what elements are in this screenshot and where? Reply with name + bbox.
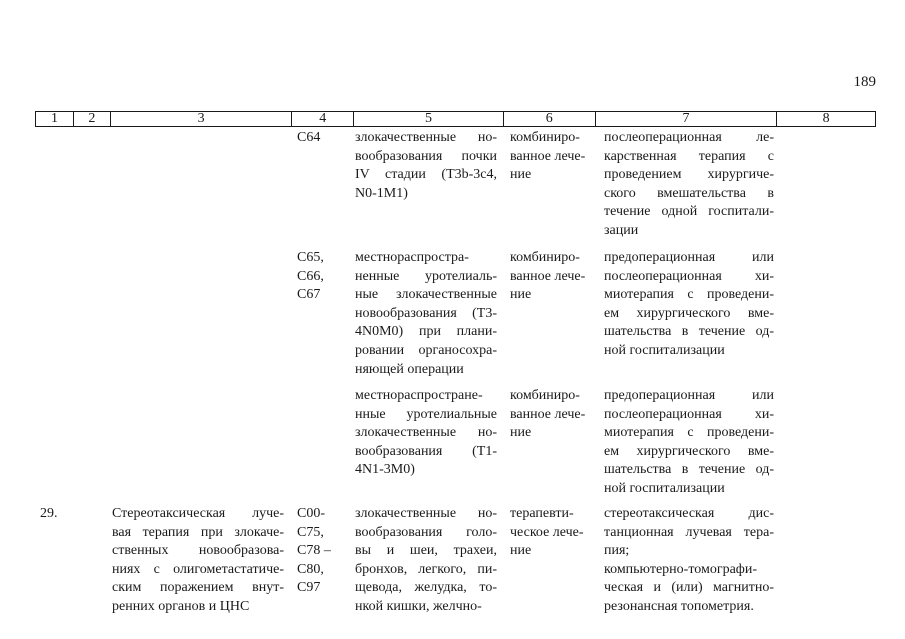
cell-line: ственных новообразова- — [112, 543, 284, 559]
cell-line: ной госпитализации — [604, 480, 725, 496]
cell-method — [604, 249, 774, 361]
cell-method — [604, 387, 774, 499]
cell-treatment — [510, 249, 594, 305]
cell-line: N0-1M1) — [355, 185, 408, 201]
cell-line: предоперационная или — [604, 250, 774, 265]
cell-codes — [297, 505, 347, 598]
cell-line: новообразования (T3- — [355, 305, 497, 321]
cell-line: ем хирургического вме- — [604, 443, 774, 459]
cell-codes — [297, 249, 347, 305]
column-header-6: 6 — [504, 112, 596, 126]
cell-line: течение одной госпитали- — [604, 204, 774, 220]
column-header-5: 5 — [354, 112, 504, 126]
cell-line: щевода, желудка, то- — [355, 580, 497, 596]
cell-method — [604, 129, 774, 241]
cell-codes — [297, 129, 347, 148]
cell-line: ским поражением внут- — [112, 580, 284, 596]
column-header-3: 3 — [111, 112, 293, 126]
cell-line: шательства в течение од- — [604, 462, 774, 478]
cell-line: проведением хирургиче- — [604, 167, 774, 183]
column-header-8: 8 — [822, 111, 830, 126]
cell-line: ческое лече- — [510, 524, 584, 540]
cell-model — [355, 505, 497, 617]
cell-line: пия; — [604, 543, 630, 559]
cell-line: ние — [510, 167, 532, 183]
cell-line: миотерапия с проведени- — [604, 425, 774, 441]
cell-line: злокачественные но- — [355, 425, 497, 441]
cell-line: ренних органов и ЦНС — [112, 598, 250, 614]
cell-line: C00- — [297, 506, 325, 521]
cell-line: ние — [510, 543, 532, 559]
cell-line: зации — [604, 222, 639, 238]
cell-model — [355, 129, 497, 203]
cell-treatment — [510, 129, 594, 185]
cell-line: нкой кишки, желчно- — [355, 598, 482, 614]
cell-line: 4N1-3M0) — [355, 462, 415, 478]
column-header-4: 4 — [292, 112, 354, 126]
cell-line: вообразования почки — [355, 148, 497, 164]
cell-model — [355, 387, 497, 480]
cell-line: комбиниро- — [510, 388, 580, 403]
column-header-2: 2 — [74, 112, 111, 126]
cell-line: нные уротелиальные — [355, 406, 497, 422]
cell-line: C67 — [297, 287, 321, 303]
cell-line: IV стадии (T3b-3c4, — [355, 167, 497, 183]
cell-line: вообразования (T1- — [355, 443, 497, 459]
cell-line: миотерапия с проведени- — [604, 287, 774, 303]
cell-line: C80, — [297, 561, 324, 577]
cell-line: ванное лече- — [510, 268, 586, 284]
cell-line: C65, — [297, 250, 324, 265]
cell-line: ровании органосохра- — [355, 342, 497, 358]
cell-line: комбиниро- — [510, 130, 580, 145]
cell-line: ние — [510, 287, 532, 303]
cell-line: ненные уротелиаль- — [355, 268, 497, 284]
cell-line: послеоперационная ле- — [604, 130, 774, 145]
page-number: 189 — [853, 74, 876, 90]
cell-line: вая терапия при злокаче- — [112, 524, 284, 540]
cell-line: комбиниро- — [510, 250, 580, 265]
cell-model — [355, 249, 497, 379]
cell-line: послеоперационная хи- — [604, 268, 774, 284]
cell-line: компьютерно-томографи- — [604, 561, 758, 577]
cell-method — [604, 505, 774, 617]
cell-line: няющей операции — [355, 361, 464, 377]
cell-line: C64 — [297, 130, 321, 145]
cell-line: 29. — [40, 506, 58, 521]
cell-line: ческая и (или) магнитно- — [604, 580, 774, 596]
cell-line: резонансная топометрия. — [604, 598, 754, 614]
cell-line: вообразования голо- — [355, 524, 497, 540]
cell-line: ского вмешательства в — [604, 185, 774, 201]
cell-line: ниях с олигометастатиче- — [112, 561, 284, 577]
cell-line: бронхов, легкого, пи- — [355, 561, 497, 577]
cell-line: послеоперационная хи- — [604, 406, 774, 422]
cell-line: местнораспростране- — [355, 388, 483, 403]
cell-line: вы и шеи, трахеи, — [355, 543, 497, 559]
cell-line: предоперационная или — [604, 388, 774, 403]
cell-line: C66, — [297, 268, 324, 284]
cell-line: злокачественные но- — [355, 130, 497, 145]
cell-line: злокачественные но- — [355, 506, 497, 521]
cell-num — [40, 505, 70, 524]
cell-line: местнораспростра- — [355, 250, 469, 265]
cell-treatment — [510, 505, 594, 561]
cell-line: ем хирургического вме- — [604, 305, 774, 321]
cell-line: ние — [510, 425, 532, 441]
cell-line: терапевти- — [510, 506, 574, 521]
cell-line: C75, — [297, 524, 324, 540]
cell-line: карственная терапия с — [604, 148, 774, 164]
cell-line: ной госпитализации — [604, 342, 725, 358]
cell-line: Стереотаксическая луче- — [112, 506, 284, 521]
cell-line: C97 — [297, 580, 321, 596]
cell-line: стереотаксическая дис- — [604, 506, 774, 521]
cell-line: ванное лече- — [510, 148, 586, 164]
cell-line: 4N0M0) при плани- — [355, 324, 497, 340]
table-header-row — [35, 111, 876, 127]
cell-treatment — [510, 387, 594, 443]
cell-name — [112, 505, 284, 617]
cell-line: танционная лучевая тера- — [604, 524, 774, 540]
cell-line: ные злокачественные — [355, 287, 497, 303]
column-header-7: 7 — [596, 112, 778, 126]
column-header-1: 1 — [36, 112, 74, 126]
cell-line: ванное лече- — [510, 406, 586, 422]
cell-line: C78 – — [297, 543, 331, 559]
cell-line: шательства в течение од- — [604, 324, 774, 340]
